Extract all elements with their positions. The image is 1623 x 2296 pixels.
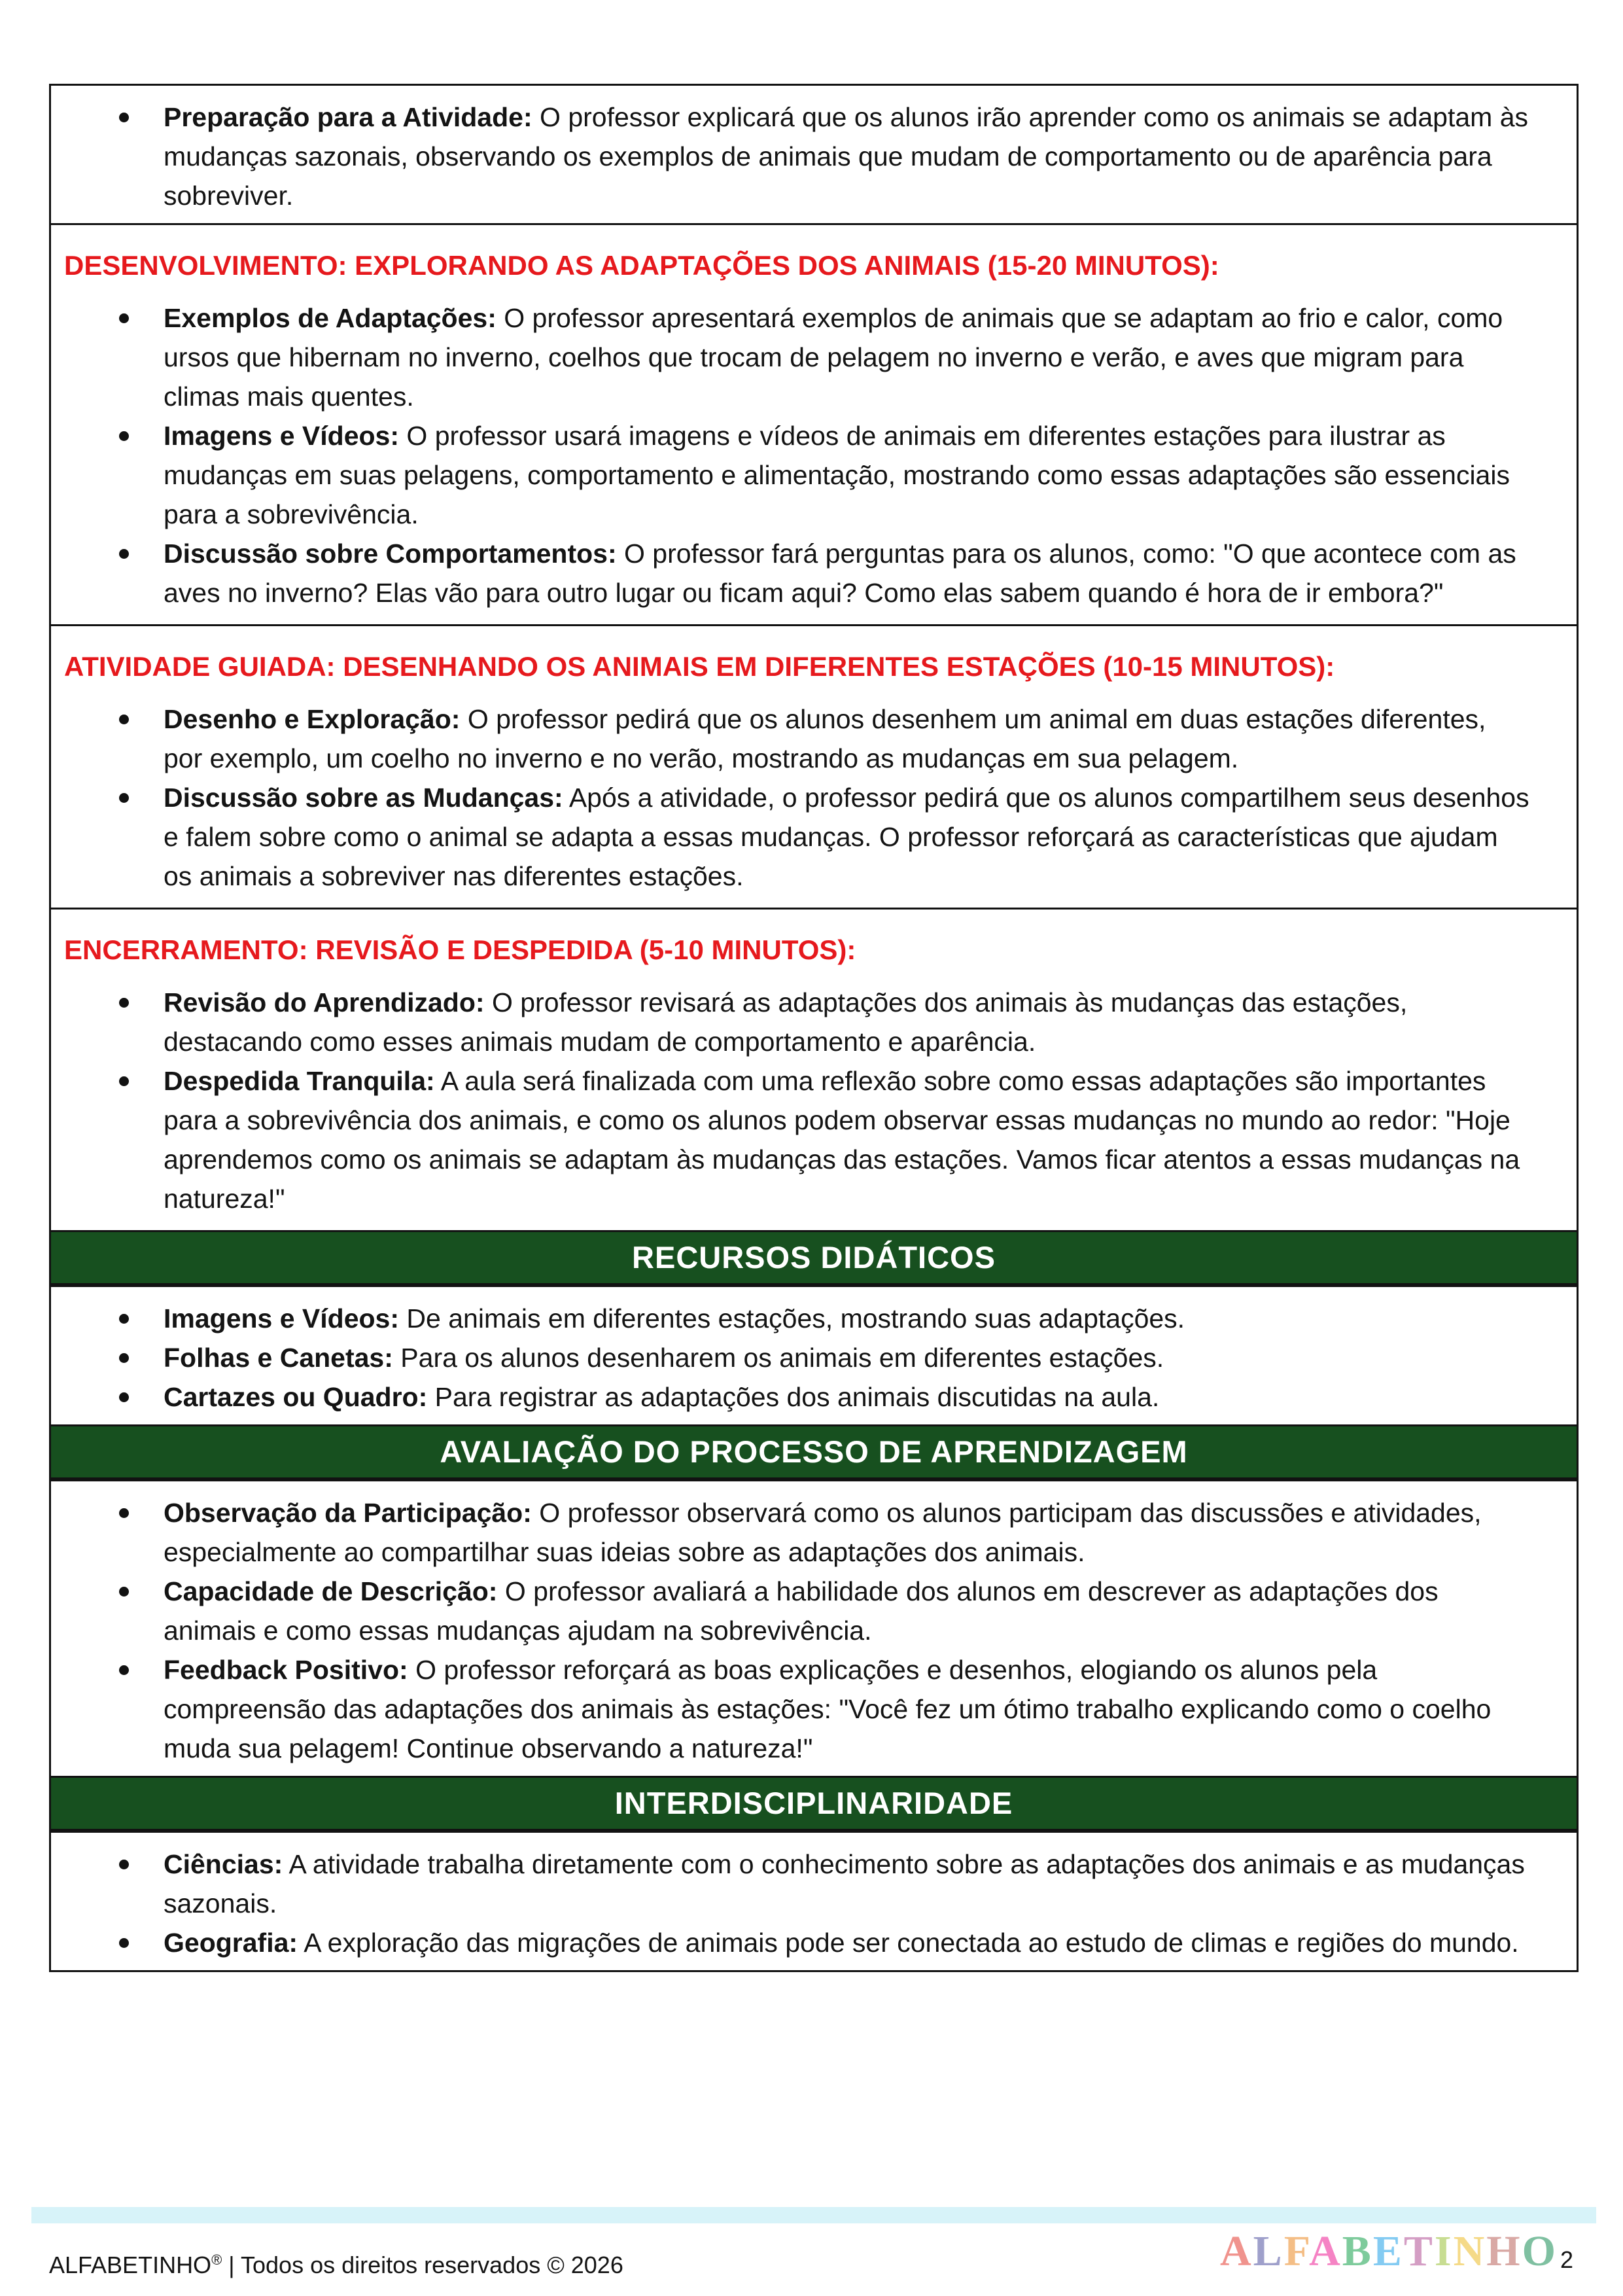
item-text: O professor apresentará exemplos de animais que se adaptam ao frio e calor, como ursos que hibernam no inverno, coelhos que trocam de pelagem no inverno e verão, e aves que migram para climas mais quentes. bbox=[164, 303, 1503, 412]
list-item bbox=[64, 699, 1531, 778]
list-item bbox=[64, 416, 1531, 534]
footer-rights-text: | Todos os direitos reservados © 2026 bbox=[228, 2252, 623, 2278]
item-term: Discussão sobre as Mudanças: bbox=[164, 783, 563, 813]
bullet-icon bbox=[119, 1938, 129, 1948]
item-text: O professor reforçará as boas explicações e desenhos, elogiando os alunos pela compreensão das adaptações dos animais às estações: "Você fez um ótimo trabalho explicando como o coelho muda sua pelagem! Continue observando a natureza!" bbox=[164, 1655, 1492, 1763]
list-item bbox=[64, 778, 1531, 896]
item-term: Desenho e Exploração: bbox=[164, 704, 461, 734]
item-term: Despedida Tranquila: bbox=[164, 1066, 435, 1096]
bullet-icon bbox=[119, 113, 129, 122]
list-item bbox=[64, 1338, 1531, 1377]
section-header: ENCERRAMENTO: REVISÃO E DESPEDIDA (5-10 MINUTOS): bbox=[64, 934, 856, 965]
list-item bbox=[64, 298, 1531, 416]
list-item bbox=[64, 97, 1531, 215]
banner-recursos-didaticos: RECURSOS DIDÁTICOS bbox=[49, 1230, 1579, 1285]
bullet-icon bbox=[119, 313, 129, 323]
section-atividade-guiada bbox=[49, 624, 1579, 910]
bullet-icon bbox=[119, 998, 129, 1008]
logo-letter: E bbox=[1372, 2227, 1404, 2275]
section-interdisciplinaridade bbox=[49, 1831, 1579, 1972]
item-term: Cartazes ou Quadro: bbox=[164, 1382, 428, 1412]
bullet-icon bbox=[119, 715, 129, 724]
list-item bbox=[64, 1845, 1531, 1923]
footer-brand-text: ALFABETINHO bbox=[49, 2252, 212, 2278]
logo-letter: H bbox=[1486, 2227, 1522, 2275]
logo-letter: I bbox=[1434, 2227, 1454, 2275]
logo-letter: A bbox=[1220, 2227, 1253, 2275]
list-item bbox=[64, 534, 1531, 612]
logo-letter: A bbox=[1309, 2227, 1342, 2275]
item-term: Capacidade de Descrição: bbox=[164, 1576, 498, 1606]
section-desenvolvimento bbox=[49, 223, 1579, 626]
list-item bbox=[64, 1377, 1531, 1417]
item-text: O professor observará como os alunos participam das discussões e atividades, especialmente ao compartilhar suas ideias sobre as adaptações dos animais. bbox=[164, 1498, 1482, 1567]
banner-avaliacao: AVALIAÇÃO DO PROCESSO DE APRENDIZAGEM bbox=[49, 1424, 1579, 1479]
item-term: Imagens e Vídeos: bbox=[164, 421, 400, 451]
registered-mark: ® bbox=[211, 2252, 222, 2268]
list-item bbox=[64, 1493, 1531, 1572]
item-term: Preparação para a Atividade: bbox=[164, 102, 532, 132]
item-text: O professor fará perguntas para os alunos, como: "O que acontece com as aves no inverno? Elas vão para outro lugar ou ficam aqui? Como elas sabem quando é hora de ir embora?" bbox=[164, 539, 1516, 608]
item-text: O professor revisará as adaptações dos animais às mudanças das estações, destacando como esses animais mudam de comportamento e aparência. bbox=[164, 987, 1408, 1057]
alfabetinho-logo bbox=[1220, 2227, 1558, 2275]
section-avaliacao bbox=[49, 1479, 1579, 1778]
item-text: Após a atividade, o professor pedirá que os alunos compartilhem seus desenhos e falem sobre como o animal se adapta a essas mudanças. O professor reforçará as características que ajudam os animais a sobreviver nas diferentes estações. bbox=[164, 783, 1529, 891]
bullet-icon bbox=[119, 1392, 129, 1402]
item-text: Para os alunos desenharem os animais em diferentes estações. bbox=[400, 1343, 1164, 1373]
item-text: O professor usará imagens e vídeos de animais em diferentes estações para ilustrar as mudanças em suas pelagens, comportamento e alimentação, mostrando como essas adaptações são essenciais para a sobrevivência. bbox=[164, 421, 1510, 529]
item-text: Para registrar as adaptações dos animais discutidas na aula. bbox=[434, 1382, 1160, 1412]
section-recursos bbox=[49, 1285, 1579, 1426]
logo-letter: O bbox=[1522, 2227, 1558, 2275]
list-item bbox=[64, 983, 1531, 1061]
logo-letter: T bbox=[1403, 2227, 1435, 2275]
list-item bbox=[64, 1061, 1531, 1218]
logo-letter: B bbox=[1342, 2227, 1373, 2275]
bullet-icon bbox=[119, 1353, 129, 1363]
bullet-icon bbox=[119, 1314, 129, 1324]
section-header: DESENVOLVIMENTO: EXPLORANDO AS ADAPTAÇÕES DOS ANIMAIS (15-20 MINUTOS): bbox=[64, 250, 1219, 281]
page-number: 2 bbox=[1560, 2246, 1574, 2273]
footer-copyright bbox=[49, 2246, 623, 2280]
logo-letter: L bbox=[1253, 2227, 1284, 2275]
item-term: Revisão do Aprendizado: bbox=[164, 987, 485, 1017]
item-text: O professor avaliará a habilidade dos alunos em descrever as adaptações dos animais e como essas mudanças ajudam na sobrevivência. bbox=[164, 1576, 1439, 1646]
section-preparacao bbox=[49, 84, 1579, 225]
bullet-icon bbox=[119, 793, 129, 803]
item-text: A atividade trabalha diretamente com o conhecimento sobre as adaptações dos animais e as mudanças sazonais. bbox=[164, 1849, 1525, 1918]
list-item bbox=[64, 1923, 1531, 1962]
item-text: De animais em diferentes estações, mostrando suas adaptações. bbox=[406, 1303, 1185, 1333]
item-term: Ciências: bbox=[164, 1849, 283, 1879]
item-text: A aula será finalizada com uma reflexão sobre como essas adaptações são importantes para a sobrevivência dos animais, e como os alunos podem observar essas mudanças no mundo ao redor: "Hoje aprendemos como os animais se adaptam às mudanças das estações. Vamos ficar atentos a essas mudanças na natureza!" bbox=[164, 1066, 1520, 1214]
item-term: Exemplos de Adaptações: bbox=[164, 303, 497, 333]
footer-accent-bar bbox=[31, 2207, 1596, 2223]
section-header: ATIVIDADE GUIADA: DESENHANDO OS ANIMAIS EM DIFERENTES ESTAÇÕES (10-15 MINUTOS): bbox=[64, 651, 1335, 682]
item-term: Folhas e Canetas: bbox=[164, 1343, 393, 1373]
bullet-icon bbox=[119, 1508, 129, 1518]
item-text: A exploração das migrações de animais pode ser conectada ao estudo de climas e regiões do mundo. bbox=[304, 1928, 1519, 1958]
list-item bbox=[64, 1299, 1531, 1338]
bullet-icon bbox=[119, 1860, 129, 1869]
item-term: Geografia: bbox=[164, 1928, 298, 1958]
logo-letter: F bbox=[1283, 2227, 1310, 2275]
document-body bbox=[49, 84, 1579, 1972]
banner-interdisciplinaridade: INTERDISCIPLINARIDADE bbox=[49, 1776, 1579, 1831]
logo-letter: N bbox=[1453, 2227, 1487, 2275]
item-text: O professor explicará que os alunos irão aprender como os animais se adaptam às mudanças sazonais, observando os exemplos de animais que mudam de comportamento ou de aparência para sobreviver. bbox=[164, 102, 1529, 211]
bullet-icon bbox=[119, 1076, 129, 1086]
bullet-icon bbox=[119, 1587, 129, 1597]
bullet-icon bbox=[119, 549, 129, 559]
list-item bbox=[64, 1650, 1531, 1768]
bullet-icon bbox=[119, 431, 129, 441]
item-text: O professor pedirá que os alunos desenhem um animal em duas estações diferentes, por exemplo, um coelho no inverno e no verão, mostrando as mudanças em sua pelagem. bbox=[164, 704, 1486, 773]
bullet-icon bbox=[119, 1665, 129, 1675]
list-item bbox=[64, 1572, 1531, 1650]
item-term: Observação da Participação: bbox=[164, 1498, 532, 1528]
item-term: Imagens e Vídeos: bbox=[164, 1303, 400, 1333]
item-term: Feedback Positivo: bbox=[164, 1655, 408, 1685]
section-encerramento bbox=[49, 908, 1579, 1232]
item-term: Discussão sobre Comportamentos: bbox=[164, 539, 617, 569]
